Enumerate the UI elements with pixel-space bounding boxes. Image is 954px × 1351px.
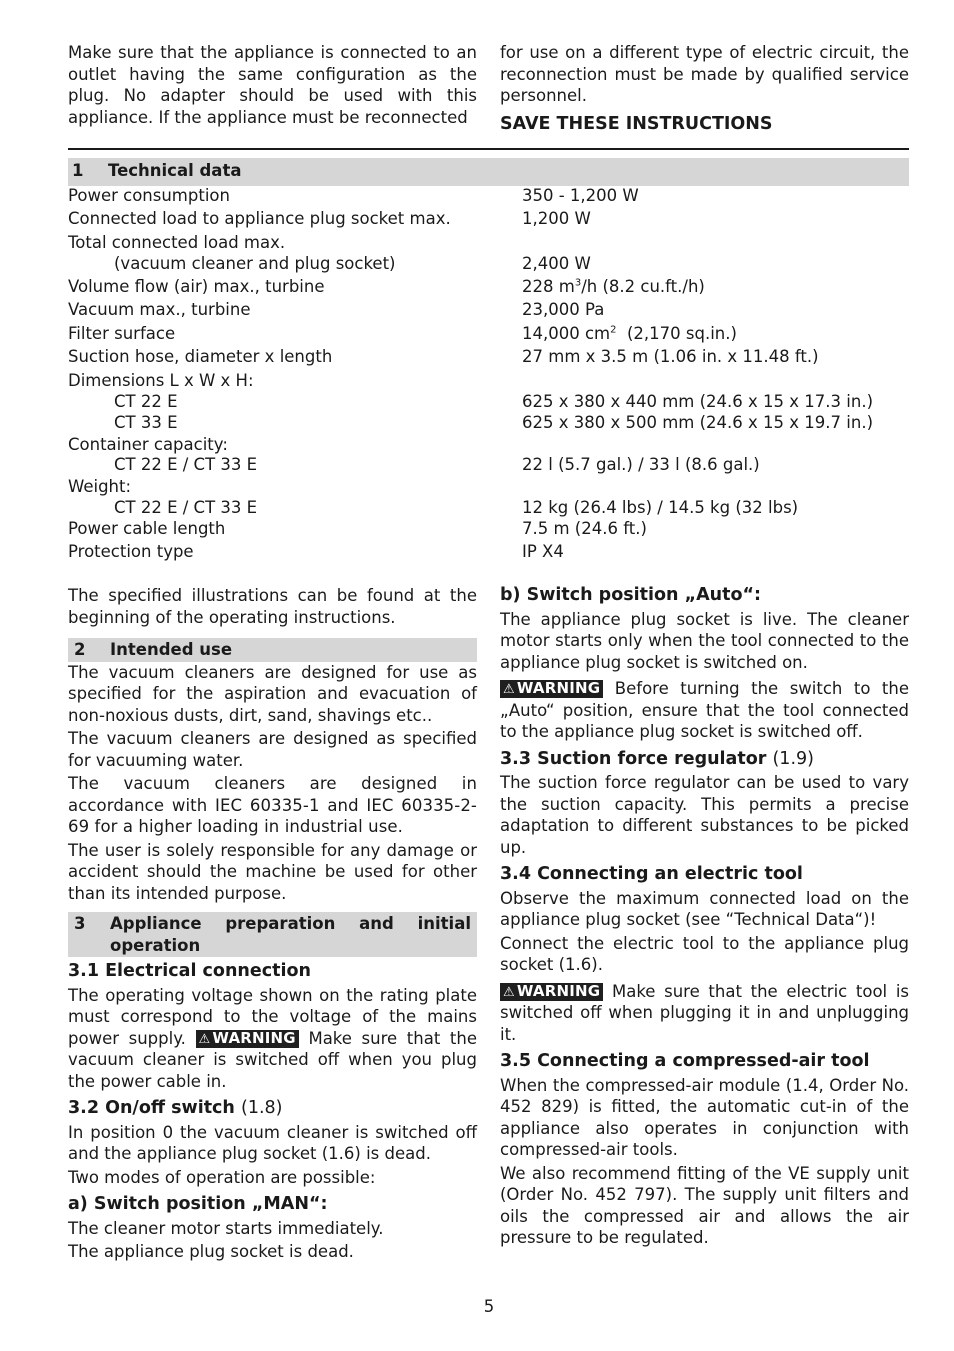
spec-label: Power cable length: [68, 519, 226, 538]
section-title: Intended use: [110, 640, 233, 659]
spec-value: 22 l (5.7 gal.) / 33 l (8.6 gal.): [522, 455, 760, 474]
warning-triangle-icon: ⚠: [198, 1031, 211, 1047]
heading-text: 3.3 Suction force regulator: [500, 748, 767, 769]
intended-use-p1: The vacuum cleaners are designed for use as specified for the aspiration and evacuation of non-noxious dusts, dirt, sand, shavings etc..: [68, 662, 477, 725]
warning-body: Before turning the switch to the „Auto“ position, ensure that the tool connected to the appliance plug socket is switched off.: [500, 679, 909, 741]
intro-paragraph: Make sure that the appliance is connected to an outlet having the same configuration as the plug. No adapter should be used with this appliance. If the appliance must be reconnected: [68, 43, 477, 127]
electrical-connection-heading: 3.1 Electrical connection: [68, 961, 311, 981]
man-position-p2: The appliance plug socket is dead.: [68, 1242, 354, 1261]
illustrations-note: The specified illustrations can be found at the beginning of the operating instructions.: [68, 586, 477, 627]
spec-label: Protection type: [68, 542, 194, 561]
spec-row: [68, 208, 909, 230]
spec-label: (vacuum cleaner and plug socket): [114, 254, 396, 273]
spec-value: 2,400 W: [522, 254, 591, 273]
spec-row: [68, 518, 909, 540]
spec-label: Weight:: [68, 477, 132, 496]
electric-tool-heading: 3.4 Connecting an electric tool: [500, 864, 803, 884]
auto-position-warning: [500, 678, 909, 743]
preparation-heading: [68, 912, 477, 957]
electric-tool-p2: Connect the electric tool to the appliance plug socket (1.6).: [500, 933, 909, 974]
spec-row: [68, 476, 909, 498]
air-tool-p1: When the compressed-air module (1.4, Order No. 452 829) is fitted, the automatic cut-in of the appliance also operates in conjunction with compressed-air tools.: [500, 1075, 909, 1159]
spec-row: [68, 434, 909, 456]
divider-rule: [68, 148, 909, 150]
spec-label: Dimensions L x W x H:: [68, 371, 254, 390]
spec-value: [522, 276, 705, 298]
spec-row: [68, 370, 909, 392]
section-title: Technical data: [108, 161, 242, 180]
suction-regulator-heading: [500, 749, 909, 771]
warning-body: Make sure that the electric tool is switched off when plugging it in and unplugging it.: [500, 981, 909, 1044]
right-column: [500, 585, 909, 1249]
auto-position-p1: The appliance plug socket is live. The cleaner motor starts only when the tool connected to the appliance plug socket is switched on.: [500, 609, 909, 672]
suction-regulator-p1: The suction force regulator can be used to vary the suction capacity. This permits a precise adaptation to different substances to be picked up.: [500, 773, 909, 857]
electric-tool-p1: Observe the maximum connected load on the appliance plug socket (see “Technical Data“)!: [500, 888, 909, 929]
spec-label: Suction hose, diameter x length: [68, 347, 333, 366]
spec-value: 350 - 1,200 W: [522, 186, 639, 205]
onoff-switch-p1: In position 0 the vacuum cleaner is switched off and the appliance plug socket (1.6) is dead.: [68, 1122, 477, 1163]
spec-row: [68, 253, 909, 275]
voltage-text: The operating voltage shown on the rating plate must correspond to the voltage of the mains power supply.: [68, 985, 477, 1048]
spec-row: [68, 454, 909, 476]
warning-label: [500, 680, 603, 698]
spec-value: 23,000 Pa: [522, 300, 605, 319]
technical-data-heading: [72, 160, 241, 182]
intended-use-p3: The vacuum cleaners are designed in accordance with IEC 60335-1 and IEC 60335-2-69 for a higher loading in industrial use.: [68, 774, 477, 836]
heading-text: 3.2 On/off switch: [68, 1098, 235, 1118]
spec-value-main: 14,000 cm: [522, 324, 611, 343]
onoff-switch-heading: [68, 1098, 477, 1120]
figure-ref: (1.8): [241, 1098, 283, 1118]
page-number: 5: [483, 1297, 495, 1316]
spec-label: Connected load to appliance plug socket max.: [68, 209, 451, 228]
spec-label: Filter surface: [68, 324, 176, 343]
intended-use-p2: The vacuum cleaners are designed as specified for vacuuming water.: [68, 729, 477, 770]
spec-row: [68, 276, 909, 298]
spec-label: Power consumption: [68, 186, 230, 205]
spec-value-unit: (2,170 sq.in.): [616, 324, 737, 343]
spec-row: [68, 412, 909, 434]
spec-row: [68, 346, 909, 368]
spec-row: [68, 391, 909, 413]
spec-value: 27 mm x 3.5 m (1.06 in. x 11.48 ft.): [522, 347, 819, 366]
spec-value-superscript: 3: [574, 277, 582, 289]
spec-label: CT 22 E / CT 33 E: [114, 498, 258, 517]
onoff-switch-p2: Two modes of operation are possible:: [68, 1167, 376, 1187]
section-title: Appliance preparation and initial operation: [110, 914, 471, 955]
spec-value: 12 kg (26.4 lbs) / 14.5 kg (32 lbs): [522, 498, 799, 517]
electrical-connection-text: [68, 985, 477, 1093]
spec-value-main: 228 m: [522, 277, 575, 296]
spec-row: [68, 185, 909, 207]
warning-triangle-icon: ⚠: [503, 984, 515, 1000]
spec-value: [522, 323, 737, 345]
spec-label: Vacuum max., turbine: [68, 300, 251, 319]
air-tool-heading: 3.5 Connecting a compressed-air tool: [500, 1051, 870, 1071]
electric-tool-warning: [500, 981, 909, 1046]
left-column: [68, 585, 477, 1263]
air-tool-p2: We also recommend fitting of the VE supply unit (Order No. 452 797). The supply unit filters and oils the compressed air and allows the air pressure to be regulated.: [500, 1163, 909, 1247]
spec-label: CT 22 E / CT 33 E: [114, 455, 258, 474]
intended-use-heading: [68, 638, 477, 662]
section-number: 3: [74, 914, 86, 933]
spec-row: [68, 541, 909, 563]
warning-text: WARNING: [212, 1028, 296, 1047]
spec-row: [68, 323, 909, 345]
spec-label: CT 22 E: [114, 392, 178, 411]
save-instructions-heading: SAVE THESE INSTRUCTIONS: [500, 114, 773, 134]
spec-value-unit: /h (8.2 cu.ft./h): [581, 277, 705, 296]
figure-ref: (1.9): [772, 748, 814, 769]
spec-value: 1,200 W: [522, 209, 591, 228]
spec-value-superscript: 2: [610, 324, 617, 336]
warning-text: WARNING: [516, 981, 601, 1000]
spec-row: [68, 497, 909, 519]
section-number: 2: [74, 640, 86, 659]
man-position-heading: a) Switch position „MAN“:: [68, 1194, 328, 1214]
spec-label: Total connected load max.: [68, 233, 286, 252]
warning-text: WARNING: [516, 679, 601, 697]
switched-off-text: Make sure that the vacuum cleaner is switched off when you plug the power cable in.: [68, 1028, 478, 1091]
spec-value: 625 x 380 x 500 mm (24.6 x 15 x 19.7 in.): [522, 413, 874, 432]
intended-use-p4: The user is solely responsible for any damage or accident should the machine be used for other than its intended purpose.: [68, 840, 477, 903]
section-number: 1: [72, 161, 84, 180]
spec-value: 625 x 380 x 440 mm (24.6 x 15 x 17.3 in.): [522, 392, 874, 411]
auto-position-heading: b) Switch position „Auto“:: [500, 585, 761, 605]
spec-label: CT 33 E: [114, 413, 178, 432]
man-position-p1: The cleaner motor starts immediately.: [68, 1218, 384, 1238]
reconnection-paragraph: for use on a different type of electric circuit, the reconnection must be made by qualified service personnel.: [500, 43, 909, 105]
spec-row: [68, 232, 909, 254]
spec-value: 7.5 m (24.6 ft.): [522, 519, 647, 538]
spec-label: Container capacity:: [68, 435, 228, 454]
warning-label: [196, 1030, 299, 1048]
spec-value: IP X4: [522, 542, 564, 561]
warning-label: [500, 983, 603, 1001]
warning-triangle-icon: ⚠: [503, 682, 515, 697]
spec-row: [68, 299, 909, 321]
spec-label: Volume flow (air) max., turbine: [68, 277, 325, 296]
